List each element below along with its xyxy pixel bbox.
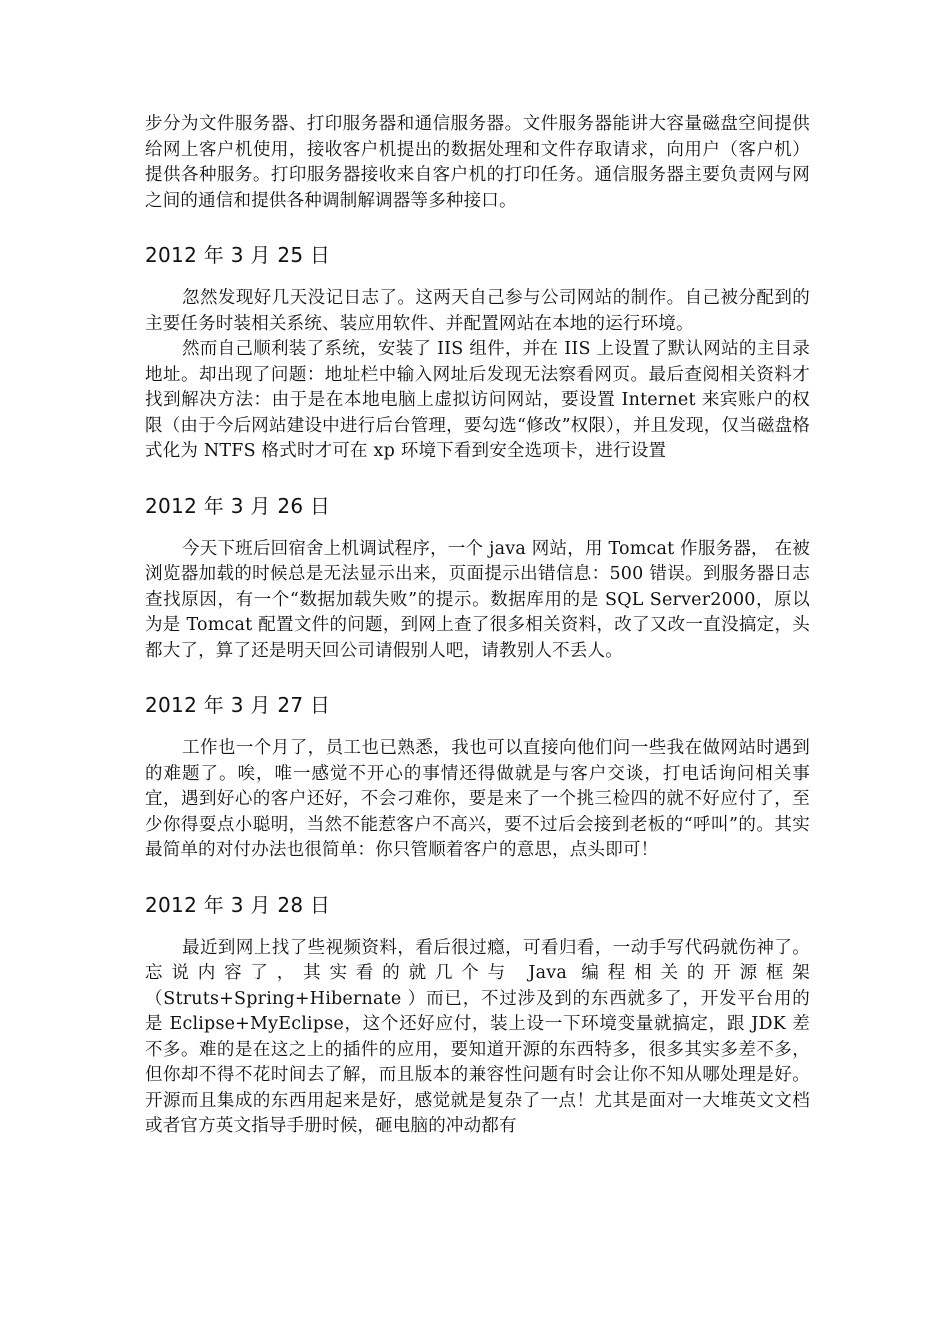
entry-paragraph: 忽然发现好几天没记日志了。这两天自己参与公司网站的制作。自己被分配到的主要任务时装相关系统、装应用软件、并配置网站在本地的运行环境。 [145,288,810,334]
entry-date: 2012 年 3 月 25 日 [145,243,331,267]
entry-date: 2012 年 3 月 28 日 [145,892,331,917]
diary-entry-0327 [145,692,810,864]
diary-entry-0326 [145,493,810,665]
diary-entry-0325 [145,242,810,465]
entry-paragraph: 最近到网上找了些视频资料，看后很过瘾，可看归看，一动手写代码就伤神了。忘说内容了，其实看的就几个与 Java 编程相关的开源框架（Struts+Spring+Hibernate ）而已，不过涉及到的东西就多了，开发平台用的是 Eclipse+MyEclipse，这个还好应付，装上设一下环境变量就搞定，跟 JDK 差不多。难的是在这之上的插件的应用，要知道开源的东西特多，很多其实多差不多，但你却不得不花时间去了解，而且版本的兼容性问题有时会让你不知从哪处理是好。开源而且集成的东西用起来是好，感觉就是复杂了一点！尤其是面对一大堆英文文档或者官方英文指导手册时候，砸电脑的冲动都有 [145,937,810,1136]
entry-paragraph: 工作也一个月了，员工也已熟悉，我也可以直接向他们问一些我在做网站时遇到的难题了。唉，唯一感觉不开心的事情还得做就是与客户交谈，打电话询问相关事宜，遇到好心的客户还好，不会刁难你，要是来了一个挑三检四的就不好应付了，至少你得耍点小聪明，当然不能惹客户不高兴，要不过后会接到老板的“呼叫”的。其实最简单的对付办法也很简单：你只管顺着客户的意思，点头即可！ [145,738,810,860]
diary-entry-0328 [145,892,810,1140]
entry-paragraph: 然而自己顺利装了系统，安装了 IIS 组件，并在 IIS 上设置了默认网站的主目录地址。却出现了问题：地址栏中输入网址后发现无法察看网页。最后查阅相关资料才找到解决方法：由于是在本地电脑上虚拟访问网站，要设置 Internet 来宾账户的权限（由于今后网站建设中进行后台管理，要勾选“修改”权限），并且发现，仅当磁盘格式化为 NTFS 格式时才可在 xp 环境下看到安全选项卡，进行设置 [145,339,810,461]
entry-date: 2012 年 3 月 26 日 [145,493,331,518]
document-page [145,112,810,1140]
entry-date: 2012 年 3 月 27 日 [145,693,331,717]
intro-paragraph: 步分为文件服务器、打印服务器和通信服务器。文件服务器能讲大容量磁盘空间提供给网上客户机使用，接收客户机提出的数据处理和文件存取请求，向用户（客户机）提供各种服务。打印服务器接收来自客户机的打印任务。通信服务器主要负责网与网之间的通信和提供各种调制解调器等多种接口。 [145,114,810,211]
entry-paragraph: 今天下班后回宿舍上机调试程序，一个 java 网站，用 Tomcat 作服务器， 在被浏览器加载的时候总是无法显示出来，页面提示出错信息：500 错误。到服务器日志查找原因，有一个“数据加载失败”的提示。数据库用的是 SQL Server2000，原以为是 Tomcat 配置文件的问题，到网上查了很多相关资料，改了又改一直没搞定，头都大了，算了还是明天回公司请假别人吧，请教别人不丢人。 [145,538,810,661]
